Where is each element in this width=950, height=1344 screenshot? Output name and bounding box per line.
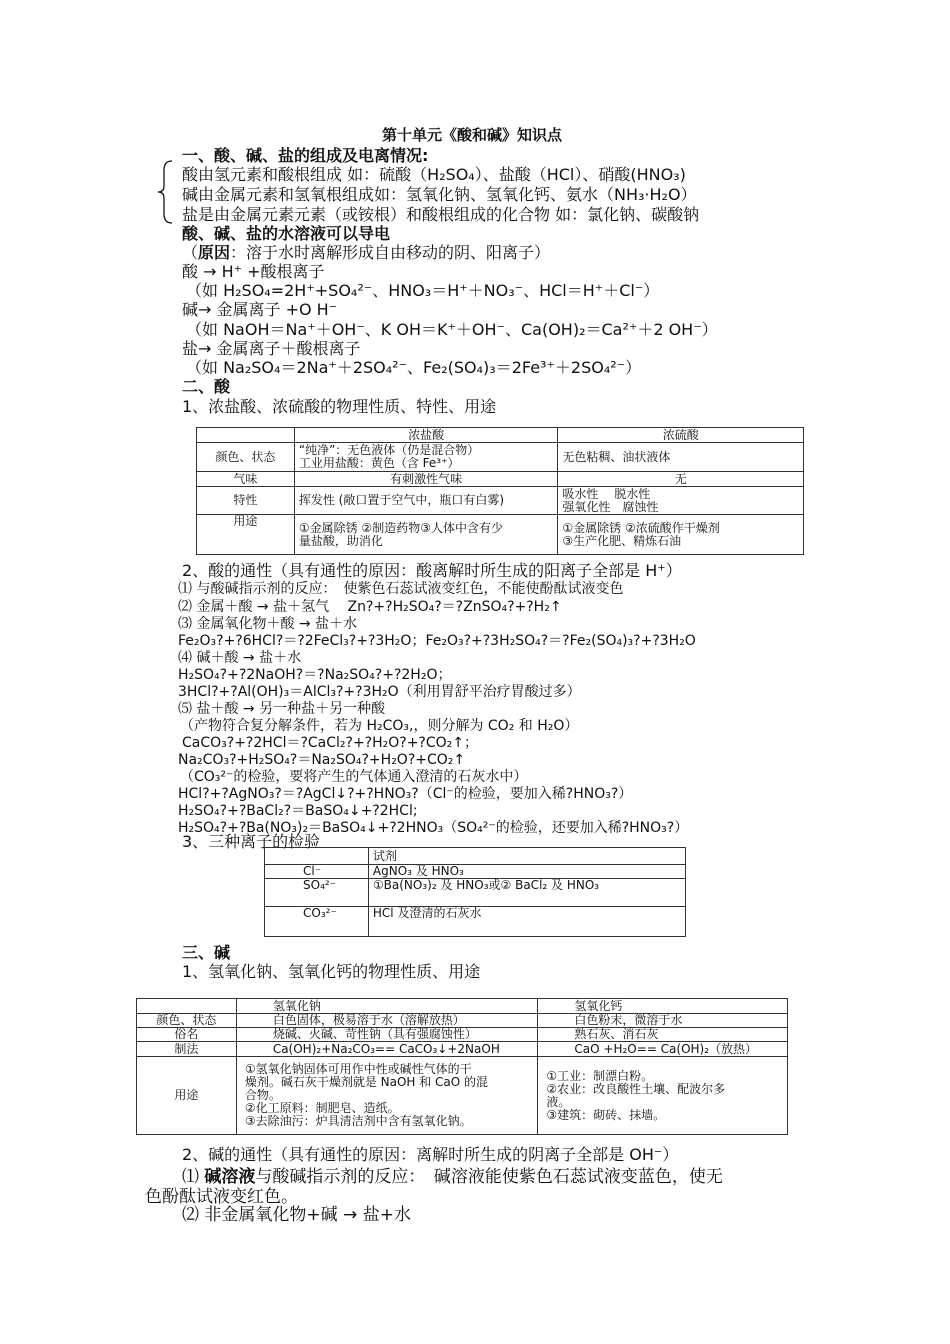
- table-cell: 用途: [197, 515, 295, 555]
- acid-line: ⑵ 金属＋酸 → 盐＋氢气 Zn?+?H₂SO₄?＝?ZnSO₄?+?H₂↑: [178, 599, 562, 615]
- reason-label: 原因: [198, 243, 231, 262]
- conduct-heading: 酸、碱、盐的水溶液可以导电: [182, 224, 391, 243]
- table-cell: 颜色、状态: [197, 443, 295, 472]
- table-cell: 制法: [137, 1042, 237, 1057]
- table-cell: 俗名: [137, 1028, 237, 1042]
- table-cell: 特性: [197, 487, 295, 515]
- table-cell: 熟石灰、消石灰: [538, 1028, 788, 1042]
- salt-definition: 盐是由金属元素元素（或铵根）和酸根组成的化合物 如：氯化钠、碳酸钠: [182, 205, 700, 224]
- table-cell: 无: [558, 472, 804, 487]
- acid-properties-table: [196, 427, 804, 555]
- line-number: ⑴: [182, 1167, 205, 1187]
- table-cell: 有刺激性气味: [294, 472, 558, 487]
- acid-line: Fe₂O₃?+?6HCl?＝?2FeCl₃?+?3H₂O；Fe₂O₃?+?3H₂SO₄?＝?Fe₂(SO₄)₃?+?3H₂O: [178, 633, 696, 649]
- base-nonmetal-oxide-line: ⑵ 非金属氧化物+碱 → 盐+水: [182, 1205, 411, 1225]
- reagent-cell: HCl 及澄清的石灰水: [368, 907, 685, 937]
- reason-text: ：溶于水时离解形成自由移动的阴、阳离子）: [230, 243, 551, 262]
- acid-line: HCl?+?AgNO₃?＝?AgCl↓?+?HNO₃?（Cl⁻的检验，要加入稀?HNO₃?）: [178, 786, 633, 802]
- acid-line: 3HCl?+?Al(OH)₃＝AlCl₃?+?3H₂O（利用胃舒平治疗胃酸过多）: [178, 684, 581, 700]
- table-cell: ①氢氧化钠固体可用作中性或碱性气体的干 燥剂。碱石灰干燥剂就是 NaOH 和 CaO 的混 合物。 ②化工原料：制肥皂、造纸。 ③去除油污：炉具清洁剂中含有氢氧化钠。: [236, 1057, 538, 1135]
- acid-ionization-example: （如 H₂SO₄=2H⁺+SO₄²⁻、HNO₃＝H⁺＋NO₃⁻、HCl＝H⁺＋Cl⁻）: [186, 281, 660, 300]
- salt-ionization: 盐→ 金属离子＋酸根离子: [182, 339, 361, 358]
- acid-line: （产物符合复分解条件，若为 H₂CO₃,，则分解为 CO₂ 和 H₂O）: [180, 718, 579, 734]
- acid-common-properties-heading: 2、酸的通性（具有通性的原因：酸离解时所生成的阳离子全部是 H⁺）: [182, 561, 682, 580]
- conduct-reason: （原因：溶于水时离解形成自由移动的阴、阳离子）: [182, 243, 551, 262]
- ion-cell: SO₄²⁻: [265, 879, 369, 907]
- table-cell: 吸水性 脱水性 强氧化性 腐蚀性: [558, 487, 804, 515]
- section1-heading: 一、酸、碱、盐的组成及电离情况:: [182, 146, 429, 165]
- section2-heading: 二、酸: [182, 377, 231, 396]
- ion-cell: Cl⁻: [265, 865, 369, 879]
- base-common-properties-heading: 2、碱的通性（具有通性的原因：离解时所生成的阴离子全部是 OH⁻）: [182, 1145, 679, 1164]
- base-indicator-line-cont: 色酚酞试液变红色。: [145, 1187, 298, 1207]
- section2-sub1: 1、浓盐酸、浓硫酸的物理性质、特性、用途: [182, 397, 497, 416]
- table-header-cell: [197, 428, 295, 443]
- table-header-cell: 氢氧化钠: [236, 999, 538, 1014]
- table-header-cell: 浓硫酸: [558, 428, 804, 443]
- ion-cell: CO₃²⁻: [265, 907, 369, 937]
- table-cell: 用途: [137, 1057, 237, 1135]
- acid-line: ⑴ 与酸碱指示剂的反应： 使紫色石蕊试液变红色，不能使酚酞试液变色: [178, 581, 624, 597]
- acid-line: H₂SO₄?+?2NaOH?＝?Na₂SO₄?+?2H₂O；: [178, 667, 452, 683]
- base-properties-table: [136, 998, 788, 1135]
- reagent-cell: AgNO₃ 及 HNO₃: [368, 865, 685, 879]
- acid-line: CaCO₃?+?2HCl＝?CaCl₂?+?H₂O?+?CO₂↑；: [182, 735, 478, 751]
- base-definition: 碱由金属元素和氢氧根组成如：氢氧化钠、氢氧化钙、氨水（NH₃·H₂O）: [182, 185, 697, 204]
- reagent-cell: ①Ba(NO₃)₂ 及 HNO₃或② BaCl₂ 及 HNO₃: [368, 879, 685, 907]
- salt-ionization-example: （如 Na₂SO₄＝2Na⁺＋2SO₄²⁻、Fe₂(SO₄)₃＝2Fe³⁺＋2SO₄²⁻）: [186, 358, 642, 377]
- section3-heading: 三、碱: [182, 943, 231, 962]
- line-text: 与酸碱指示剂的反应： 碱溶液能使紫色石蕊试液变蓝色，使无: [255, 1167, 723, 1187]
- acid-line: （CO₃²⁻的检验，要将产生的气体通入澄清的石灰水中）: [180, 769, 528, 785]
- table-cell: 气味: [197, 472, 295, 487]
- table-cell: 白色固体，极易溶于水（溶解放热）: [236, 1014, 538, 1028]
- table-header-cell: 试剂: [368, 848, 685, 865]
- table-header-cell: [265, 848, 369, 865]
- table-header-cell: 氢氧化钙: [538, 999, 788, 1014]
- table-cell: 颜色、状态: [137, 1014, 237, 1028]
- table-cell: 烧碱、火碱、苛性钠（具有强腐蚀性）: [236, 1028, 538, 1042]
- table-cell: ①工业：制漂白粉。 ②农业：改良酸性土壤、配波尔多 液。 ③建筑：砌砖、抹墙。: [538, 1057, 788, 1135]
- page-title: 第十单元《酸和碱》知识点: [382, 126, 563, 144]
- acid-line: H₂SO₄?+?Ba(NO₃)₂＝BaSO₄↓+?2HNO₃（SO₄²⁻的检验，还要加入稀?HNO₃?）: [178, 820, 689, 836]
- table-cell: ①金属除锈 ②浓硫酸作干燥剂 ③生产化肥、精炼石油: [558, 515, 804, 555]
- table-cell: 白色粉末，微溶于水: [538, 1014, 788, 1028]
- table-cell: 挥发性 (敞口置于空气中，瓶口有白雾): [294, 487, 558, 515]
- base-solution-term: 碱溶液: [204, 1167, 256, 1187]
- acid-ionization: 酸 → H⁺ +酸根离子: [182, 262, 325, 281]
- table-cell: 无色粘稠、油状液体: [558, 443, 804, 472]
- table-cell: CaO +H₂O== Ca(OH)₂（放热）: [538, 1042, 788, 1057]
- section3-sub1: 1、氢氧化钠、氢氧化钙的物理性质、用途: [182, 962, 481, 981]
- table-cell: Ca(OH)₂+Na₂CO₃== CaCO₃↓+2NaOH: [236, 1042, 538, 1057]
- table-header-cell: [137, 999, 237, 1014]
- base-ionization: 碱→ 金属离子 +O H⁻: [182, 300, 338, 319]
- acid-line: H₂SO₄?+?BaCl₂?＝BaSO₄↓+?2HCl;: [178, 803, 418, 819]
- ion-test-heading: 3、三种离子的检验: [182, 832, 321, 851]
- acid-line: Na₂CO₃?+H₂SO₄?＝Na₂SO₄?+H₂O?+CO₂↑: [178, 752, 466, 768]
- acid-line: ⑶ 金属氧化物＋酸 → 盐＋水: [178, 616, 358, 632]
- base-ionization-example: （如 NaOH＝Na⁺＋OH⁻、K OH＝K⁺＋OH⁻、Ca(OH)₂＝Ca²⁺＋2 OH⁻）: [186, 320, 718, 339]
- acid-line: ⑷ 碱＋酸 → 盐＋水: [178, 650, 302, 666]
- ion-test-table: [264, 847, 686, 937]
- acid-definition: 酸由氢元素和酸根组成 如：硫酸（H₂SO₄）、盐酸（HCl）、硝酸(HNO₃): [182, 165, 686, 184]
- table-cell: ①金属除锈 ②制造药物③人体中含有少 量盐酸，助消化: [294, 515, 558, 555]
- table-header-cell: 浓盐酸: [294, 428, 558, 443]
- brace-icon: [156, 160, 176, 224]
- acid-line: ⑸ 盐＋酸 → 另一种盐＋另一种酸: [178, 701, 386, 717]
- table-cell: “纯净”：无色液体（仍是混合物） 工业用盐酸：黄色（含 Fe³⁺）: [294, 443, 558, 472]
